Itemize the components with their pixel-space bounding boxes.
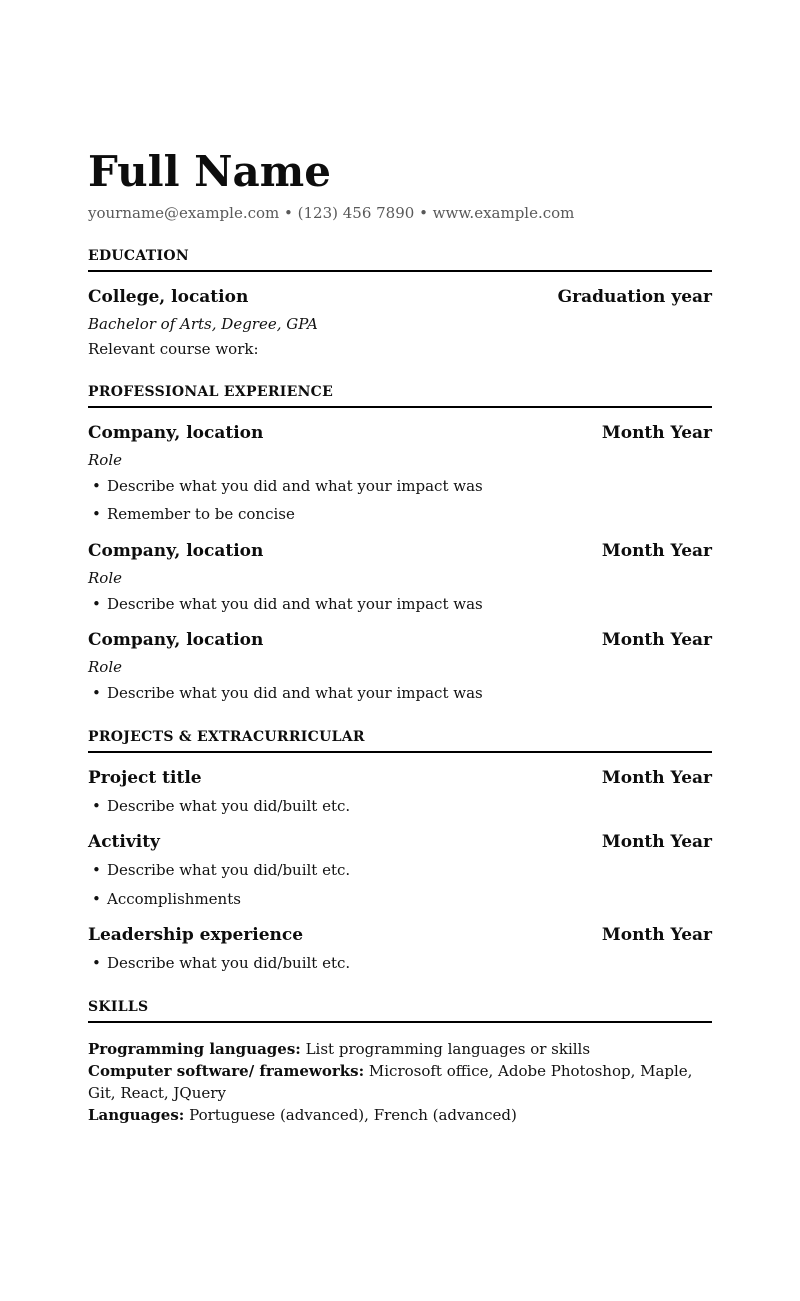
experience-bullet-list (88, 683, 712, 703)
project-entry-date: Month Year (601, 924, 712, 945)
experience-bullet-list (88, 476, 712, 525)
project-entry-header (88, 768, 712, 788)
experience-role: Role (88, 568, 122, 587)
project-entry (88, 832, 712, 909)
experience-entry-title: Company, location (88, 540, 264, 561)
experience-entry-header (88, 630, 712, 650)
bullet-item: • Describe what you did and what your impact was (88, 476, 712, 496)
section-projects (88, 729, 712, 973)
bullet-item: • Remember to be concise (88, 504, 712, 524)
education-degree: Bachelor of Arts, Degree, GPA (88, 315, 318, 334)
experience-entry-header (88, 541, 712, 561)
project-bullet-list (88, 953, 712, 973)
experience-entry-date: Month Year (601, 629, 712, 650)
skill-value: Microsoft office, Adobe Photoshop, Maple, Git, React, JQuery (88, 1062, 693, 1103)
project-entry-header (88, 925, 712, 945)
project-entry-date: Month Year (601, 832, 712, 853)
experience-entry-header (88, 423, 712, 443)
skill-value: List programming languages or skills (305, 1040, 591, 1059)
bullet-item: • Describe what you did/built etc. (88, 953, 712, 973)
experience-entry (88, 423, 712, 525)
resume-full-name: Full Name (88, 147, 331, 196)
skill-label: Computer software/ frameworks: (88, 1062, 365, 1081)
bullet-item: • Describe what you did and what your impact was (88, 594, 712, 614)
education-entry (88, 287, 712, 358)
bullet-item: • Accomplishments (88, 889, 712, 909)
section-title-education: EDUCATION (88, 248, 712, 272)
skill-label: Languages: (88, 1106, 185, 1125)
education-entry-title: College, location (88, 287, 249, 308)
experience-entry-title: Company, location (88, 423, 264, 444)
skill-line-software (88, 1060, 712, 1104)
contact-line: yourname@example.com • (123) 456 7890 • www.example.com (88, 204, 575, 223)
experience-role: Role (88, 657, 122, 676)
project-entry-date: Month Year (601, 768, 712, 789)
experience-entry-date: Month Year (601, 423, 712, 444)
experience-bullet-list (88, 594, 712, 614)
project-entry-header (88, 832, 712, 852)
skill-label: Programming languages: (88, 1040, 301, 1059)
project-bullet-list (88, 796, 712, 816)
education-entry-date: Graduation year (557, 287, 712, 308)
project-entry (88, 925, 712, 973)
experience-entry-title: Company, location (88, 629, 264, 650)
section-title-skills: SKILLS (88, 999, 712, 1023)
education-coursework: Relevant course work: (88, 340, 259, 359)
experience-entry (88, 630, 712, 703)
project-bullet-list (88, 860, 712, 909)
section-title-experience: PROFESSIONAL EXPERIENCE (88, 384, 712, 408)
section-skills (88, 999, 712, 1126)
experience-entry (88, 541, 712, 614)
section-title-projects: PROJECTS & EXTRACURRICULAR (88, 729, 712, 753)
bullet-item: • Describe what you did/built etc. (88, 860, 712, 880)
bullet-item: • Describe what you did and what your impact was (88, 683, 712, 703)
experience-role: Role (88, 451, 122, 470)
skill-line-programming (88, 1038, 712, 1060)
section-education (88, 248, 712, 358)
section-experience (88, 384, 712, 703)
project-entry-title: Leadership experience (88, 924, 304, 945)
skill-line-languages (88, 1104, 712, 1126)
project-entry-title: Activity (88, 832, 160, 853)
skill-value: Portuguese (advanced), French (advanced) (189, 1106, 517, 1125)
project-entry-title: Project title (88, 768, 202, 789)
education-entry-header (88, 287, 712, 307)
project-entry (88, 768, 712, 816)
experience-entry-date: Month Year (601, 540, 712, 561)
bullet-item: • Describe what you did/built etc. (88, 796, 712, 816)
